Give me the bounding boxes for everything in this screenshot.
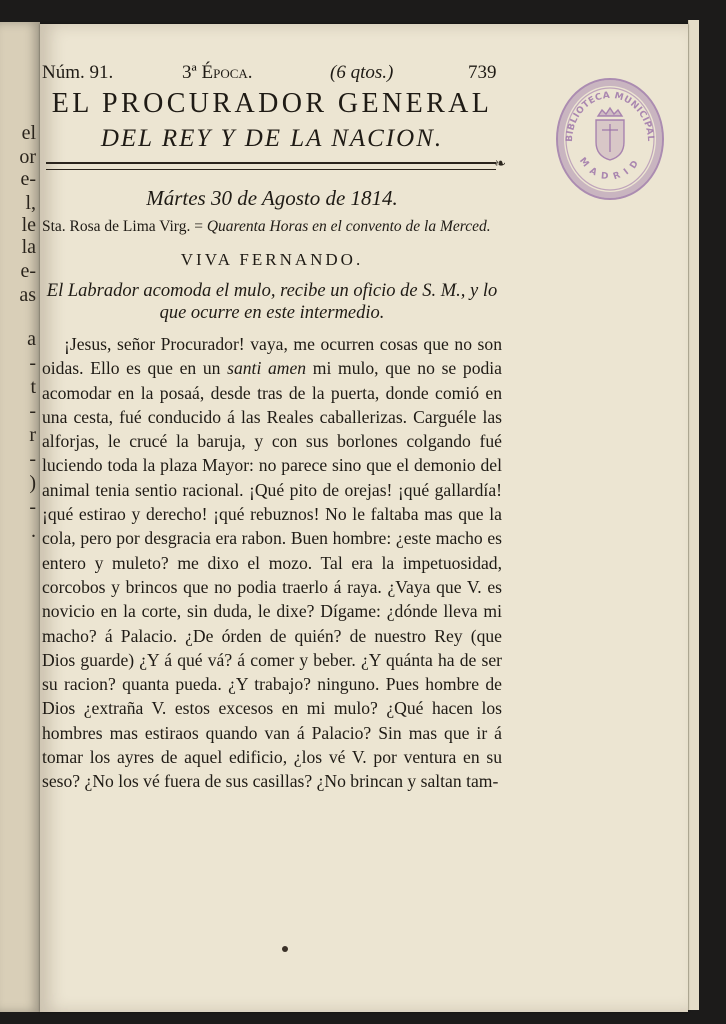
left-page-fragment: - (29, 496, 36, 518)
saint-line (42, 217, 502, 236)
left-page-fragment: el (21, 122, 36, 144)
left-page-fragment: as (19, 284, 36, 306)
issue-price: (6 qtos.) (330, 62, 394, 83)
left-page-fragment: e- (20, 260, 36, 282)
masthead-subtitle: DEL REY Y DE LA NACION. (100, 125, 444, 152)
ink-dot (282, 946, 288, 952)
masthead-rule (46, 157, 506, 172)
stamp-city: MADRID (577, 154, 645, 183)
page-content (42, 62, 506, 794)
body-part-1: ¡Jesus, señor Procurador! vaya, me ocurren cosas que no son oidas. Ello es que en un (42, 334, 502, 379)
body-santi-amen: santi amen (227, 358, 307, 379)
left-page-edge (0, 22, 40, 1012)
issue-header (42, 62, 502, 86)
issue-number: Núm. 91. (42, 62, 114, 83)
saint-line-italic: Quarenta Horas en el convento de la Merced. (206, 218, 491, 235)
left-page-fragment: a (27, 328, 36, 350)
left-page-fragment: ) (29, 472, 36, 494)
body-part-2: mi mulo, que no se podia acomodar en la posaá, desde tras de la puerta, donde comió en una cesta, fué conducido á las Reales caballerizas. Carguéle las alforjas, le crucé la baruja, y con sus borlones colgando fué luciendo toda la plaza Mayor: no parece sino que el demonio del animal tenia sentio racional. ¡Qué pito de orejas! ¡qué gallardía! ¡qué estirao y derecho! ¡qué rebuznos! No le faltaba mas que la cola, pero por desgracia era rabon. Buen hombre: ¿este macho es entero y muleto? me dixo el mozo. Tal era la impetuosidad, corcobos y brincos que no podia traerlo á raya. ¿Vaya que V. es novicio en la corte, sin duda, le dixe? Dígame: ¿dónde lleva mi macho? á Palacio. ¿De órden de quién? de nuestro Rey (que Dios guarde) ¿Y á qué vá? á comer y beber. ¿Y quánta ha de ser su racion? quanta pueda. ¿Y trabajo? ninguno. Pues hombre de Dios ¿extraña V. estos excesos en mi mulo? ¿Qué hacen los hombres mas estiraos quando van á Palacio? Sin mas que ir á tomar los ayres de aquel edificio, ¿los vé V. por ventura en su seso? ¿No los vé fuera de sus casillas? ¿No brincan y saltan tam- (42, 358, 502, 792)
issue-epoch: 3ª Época. (182, 62, 253, 83)
left-page-fragment: . (31, 520, 36, 542)
rule-flourish-icon: ❧ (494, 157, 506, 172)
article-body (42, 332, 502, 794)
stamp-graphic (558, 80, 662, 198)
article-title: El Labrador acomoda el mulo, recibe un oficio de S. M., y lo que ocurre en este intermedio. (46, 281, 498, 323)
page-number: 739 (468, 62, 497, 83)
left-page-fragment: - (29, 448, 36, 470)
left-page-fragment: le (21, 214, 36, 236)
masthead-title: EL PROCURADOR GENERAL (51, 88, 493, 119)
viva-heading: VIVA FERNANDO. (180, 250, 364, 269)
right-page-edge (688, 20, 699, 1010)
left-page-fragment: la (21, 236, 36, 258)
left-page-fragment: or (19, 146, 36, 168)
left-page-fragment: r (29, 424, 36, 446)
saint-line-plain: Sta. Rosa de Lima Virg. = (42, 218, 207, 235)
left-page-fragment: - (29, 352, 36, 374)
left-page-fragment: l, (25, 192, 36, 214)
coat-of-arms-icon (596, 108, 624, 160)
left-page-fragment: t (30, 376, 36, 398)
library-stamp (556, 78, 664, 200)
stamp-text: BIBLIOTECA MUNICIPAL (564, 90, 656, 143)
date-line: Mártes 30 de Agosto de 1814. (146, 186, 398, 210)
left-page-fragment: - (29, 400, 36, 422)
left-page-fragment: e- (20, 168, 36, 190)
